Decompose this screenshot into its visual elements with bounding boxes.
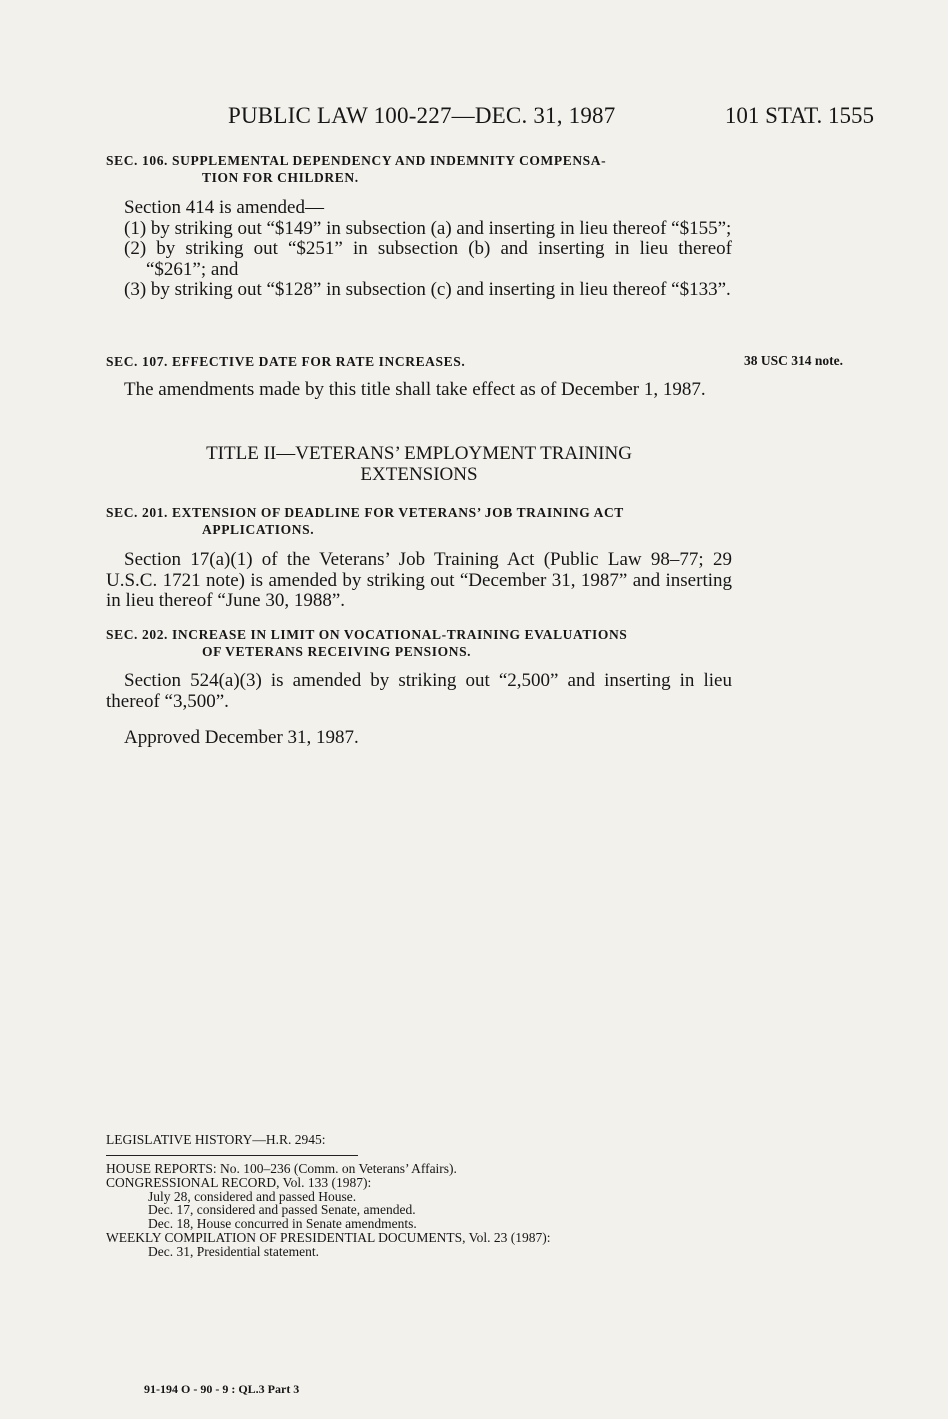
sec-107-heading: SEC. 107. EFFECTIVE DATE FOR RATE INCREASES.: [106, 354, 466, 369]
sec-106-item-1: (1) by striking out “$149” in subsection (a) and inserting in lieu thereof “$155”;: [124, 217, 732, 239]
congressional-record: CONGRESSIONAL RECORD, Vol. 133 (1987):: [106, 1174, 372, 1190]
sec-201-heading: [106, 504, 732, 538]
title-ii-line2: EXTENSIONS: [360, 464, 478, 485]
legislative-history-heading: LEGISLATIVE HISTORY—H.R. 2945:: [106, 1132, 326, 1147]
page-header-title: PUBLIC LAW 100-227—DEC. 31, 1987: [228, 103, 616, 128]
sec-201-text: Section 17(a)(1) of the Veterans’ Job Training Act (Public Law 98–77; 29 U.S.C. 1721 note) is amended by striking out “December 31, 1987” and inserting in lieu thereof “June 30, 1988”.: [106, 549, 732, 611]
margin-note-38-usc: 38 USC 314 note.: [744, 353, 844, 368]
cr-item-1: July 28, considered and passed House.: [148, 1188, 357, 1204]
approved-date: Approved December 31, 1987.: [124, 727, 359, 748]
weekly-compilation: WEEKLY COMPILATION OF PRESIDENTIAL DOCUMENTS, Vol. 23 (1987):: [106, 1229, 551, 1245]
legislative-history-details: [106, 1162, 746, 1259]
sec-202-heading-line1: SEC. 202. INCREASE IN LIMIT ON VOCATIONAL-TRAINING EVALUATIONS: [106, 627, 628, 642]
sec-202-text: Section 524(a)(3) is amended by striking out “2,500” and inserting in lieu thereof “3,500”.: [106, 670, 732, 712]
sec-106-body: [106, 198, 732, 301]
sec-202-heading: [106, 626, 732, 660]
sec-201-heading-line2: APPLICATIONS.: [202, 522, 315, 537]
title-ii-line1: TITLE II—VETERANS’ EMPLOYMENT TRAINING: [206, 443, 632, 464]
cr-item-2: Dec. 17, considered and passed Senate, amended.: [148, 1202, 416, 1218]
weekly-compilation-item: Dec. 31, Presidential statement.: [148, 1243, 319, 1259]
page-header-stat: 101 STAT. 1555: [724, 103, 874, 128]
sec-106-heading-line2: TION FOR CHILDREN.: [202, 170, 359, 185]
sec-201-heading-line1: SEC. 201. EXTENSION OF DEADLINE FOR VETERANS’ JOB TRAINING ACT: [106, 505, 624, 520]
legislative-history-divider: [106, 1155, 358, 1156]
sec-106-item-3: (3) by striking out “$128” in subsection (c) and inserting in lieu thereof “$133”.: [124, 279, 731, 300]
sec-106-heading-line1: SEC. 106. SUPPLEMENTAL DEPENDENCY AND INDEMNITY COMPENSA-: [106, 153, 607, 168]
sec-107-text: The amendments made by this title shall take effect as of December 1, 1987.: [124, 379, 706, 400]
print-footer-code: 91-194 O - 90 - 9 : QL.3 Part 3: [144, 1382, 300, 1396]
title-ii-heading: [106, 443, 732, 485]
sec-106-intro: Section 414 is amended—: [124, 197, 324, 218]
sec-106-item-2: (2) by striking out “$251” in subsection (b) and inserting in lieu thereof “$261”; and: [124, 238, 732, 280]
house-reports: HOUSE REPORTS: No. 100–236 (Comm. on Veterans’ Affairs).: [106, 1161, 457, 1176]
sec-202-heading-line2: OF VETERANS RECEIVING PENSIONS.: [202, 644, 472, 659]
sec-106-heading: [106, 152, 732, 186]
cr-item-3: Dec. 18, House concurred in Senate amendments.: [148, 1216, 417, 1232]
